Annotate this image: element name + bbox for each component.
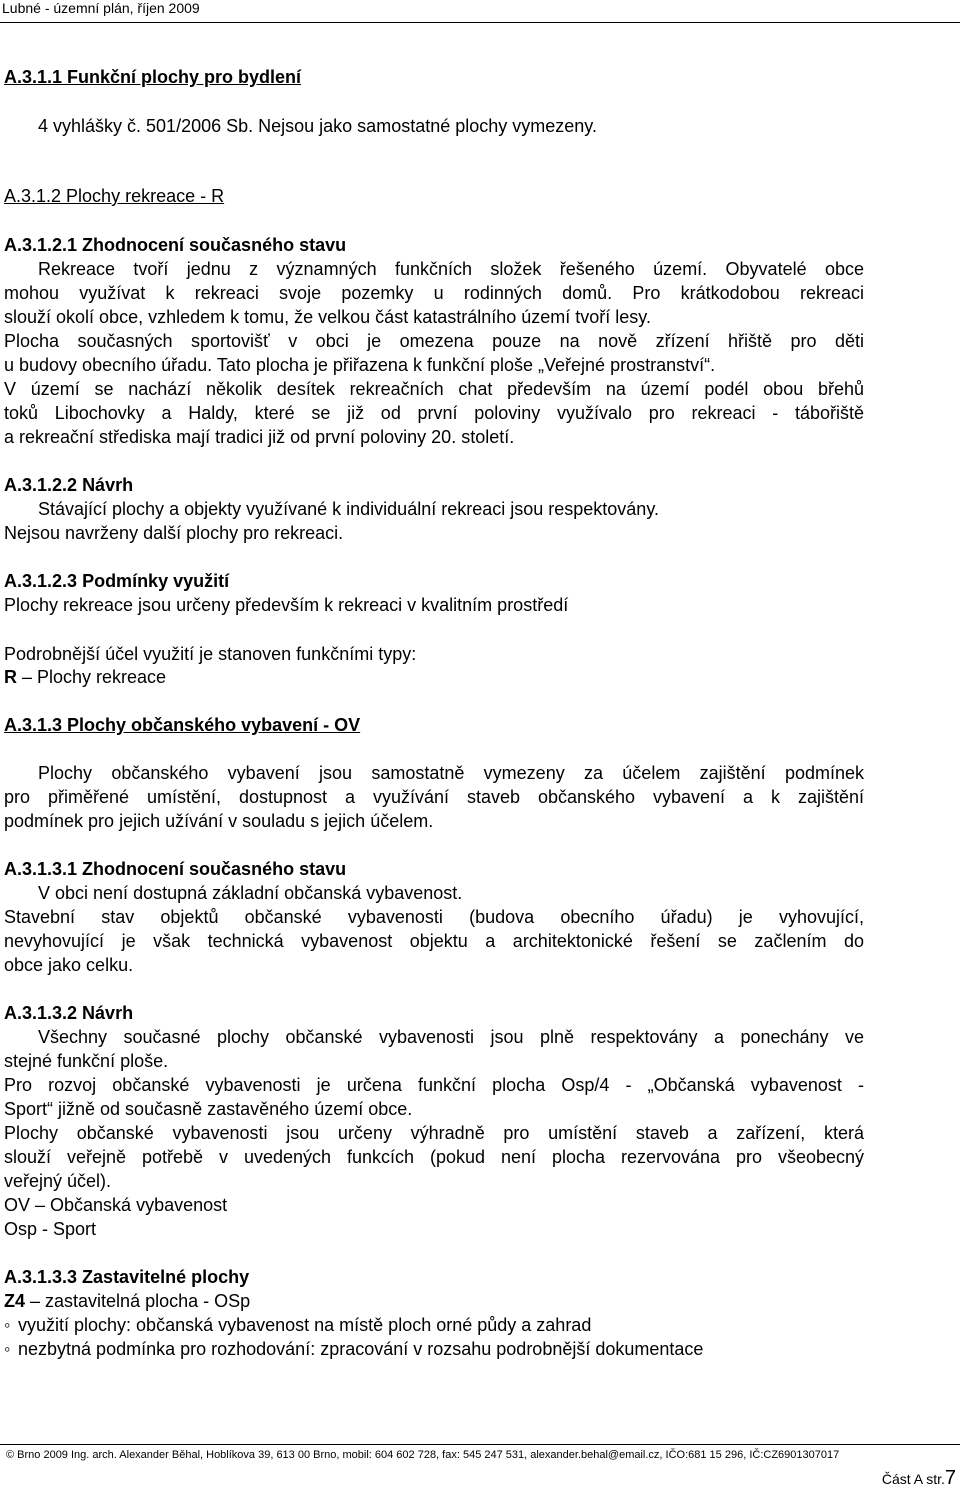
heading-number: A.3.1.2.2 [4,475,78,495]
paragraph-line: Stavební stav objektů občanské vybavenosti (budova obecního úřadu) je vyhovující, [4,907,864,927]
paragraph-line: 4 vyhlášky č. 501/2006 Sb. Nejsou jako samostatné plochy vymezeny. [38,116,597,136]
paragraph-line: toků Libochovky a Haldy, které se již od první poloviny využívalo pro rekreaci - tábořiště [4,403,864,423]
type-definition-z4 [4,1290,250,1312]
paragraph-line: obce jako celku. [4,955,134,975]
paragraph-line: Osp - Sport [4,1219,97,1239]
paragraph-line: mohou využívat k rekreaci svoje pozemky u rodinných domů. Pro krátkodobou rekreaci [4,283,864,303]
paragraph-line: V území se nachází několik desítek rekreačních chat především na území podél obou břehů [4,379,864,399]
heading-a3-1-3: A.3.1.3 Plochy občanského vybavení - OV [4,715,361,735]
paragraph-line: Nejsou navrženy další plochy pro rekreaci. [4,523,344,543]
header-title: Lubné - územní plán, říjen 2009 [2,0,200,16]
list-item: ◦ nezbytná podmínka pro rozhodování: zpracování v rozsahu podrobnější dokumentace [4,1338,703,1360]
paragraph-line: stejné funkční ploše. [4,1051,169,1071]
paragraph-line: Stávající plochy a objekty využívané k individuální rekreaci jsou respektovány. [38,499,659,519]
paragraph-line: Plocha současných sportovišť v obci je omezena pouze na nově zřízení hřiště pro děti [4,331,864,351]
paragraph-line: Podrobnější účel využití je stanoven funkčními typy: [4,644,417,664]
list-item: ◦ využití plochy: občanská vybavenost na místě ploch orné půdy a zahrad [4,1314,591,1336]
paragraph-line: pro přiměřené umístění, dostupnost a využívání staveb občanského vybavení a k zajištění [4,787,864,807]
heading-title: Podmínky využití [82,571,230,591]
footer-text: © Brno 2009 Ing. arch. Alexander Běhal, Hoblíkova 39, 613 00 Brno, mobil: 604 602 728, fax: 545 247 531, alexander.behal@email.cz, IČO:681 15 296, IČ:CZ6901307017 [6,1449,840,1461]
paragraph-line: Rekreace tvoří jednu z významných funkčních složek řešeného území. Obyvatelé obce [38,259,864,279]
type-code: Z4 [4,1291,26,1311]
page-footer [0,1444,960,1462]
heading-a3-1-2-1: A.3.1.2.1 Zhodnocení současného stavu [4,235,347,255]
heading-a3-1-1: A.3.1.1 Funkční plochy pro bydlení [4,67,302,87]
heading-a3-1-3-2: A.3.1.3.2 Návrh [4,1003,134,1023]
paragraph-line: Plochy občanské vybavenosti jsou určeny výhradně pro umístění staveb a zařízení, která [4,1123,864,1143]
paragraph-line: a rekreační střediska mají tradici již od první poloviny 20. století. [4,427,515,447]
heading-a3-1-3-1: A.3.1.3.1 Zhodnocení současného stavu [4,859,347,879]
paragraph-line: veřejný účel). [4,1171,112,1191]
paragraph-line: nevyhovující je však technická vybavenost objektu a architektonické řešení se začlením do [4,931,864,951]
heading-number: A.3.1.2.3 [4,571,78,591]
paragraph-line: slouží okolí obce, vzhledem k tomu, že velkou část katastrálního území tvoří lesy. [4,307,651,327]
paragraph-line: Pro rozvoj občanské vybavenosti je určena funkční plocha Osp/4 - „Občanská vybavenost - [4,1075,864,1095]
heading-a3-1-2-2 [4,474,133,496]
paragraph-line: Všechny současné plochy občanské vybavenosti jsou plně respektovány a ponechány ve [38,1027,864,1047]
page-number [881,1467,956,1489]
heading-title: Návrh [82,475,134,495]
heading-a3-1-2: A.3.1.2 Plochy rekreace - R [4,186,225,206]
paragraph-line: Sport“ jižně od současně zastavěného území obce. [4,1099,413,1119]
paragraph-line: u budovy obecního úřadu. Tato plocha je přiřazena k funkční ploše „Veřejné prostranství“. [4,355,716,375]
heading-a3-1-3-3: A.3.1.3.3 Zastavitelné plochy [4,1267,250,1287]
type-definition-r [4,666,166,688]
paragraph-line: Plochy občanského vybavení jsou samostatně vymezeny za účelem zajištění podmínek [38,763,864,783]
paragraph-line: podmínek pro jejich užívání v souladu s jejich účelem. [4,811,434,831]
type-code: R [4,667,17,687]
paragraph-line: V obci není dostupná základní občanská vybavenost. [38,883,463,903]
page-header [0,0,960,23]
type-description: – Plochy rekreace [17,667,167,687]
page-label: Část A str. [881,1471,945,1487]
paragraph-line: Plochy rekreace jsou určeny především k rekreaci v kvalitním prostředí [4,595,569,615]
page-number-value: 7 [944,1467,956,1489]
paragraph-line: OV – Občanská vybavenost [4,1195,228,1215]
heading-a3-1-2-3 [4,570,229,592]
type-description: – zastavitelná plocha - OSp [25,1291,251,1311]
paragraph-line: slouží veřejně potřebě v uvedených funkcích (pokud není plocha rezervována pro všeobecný [4,1147,864,1167]
